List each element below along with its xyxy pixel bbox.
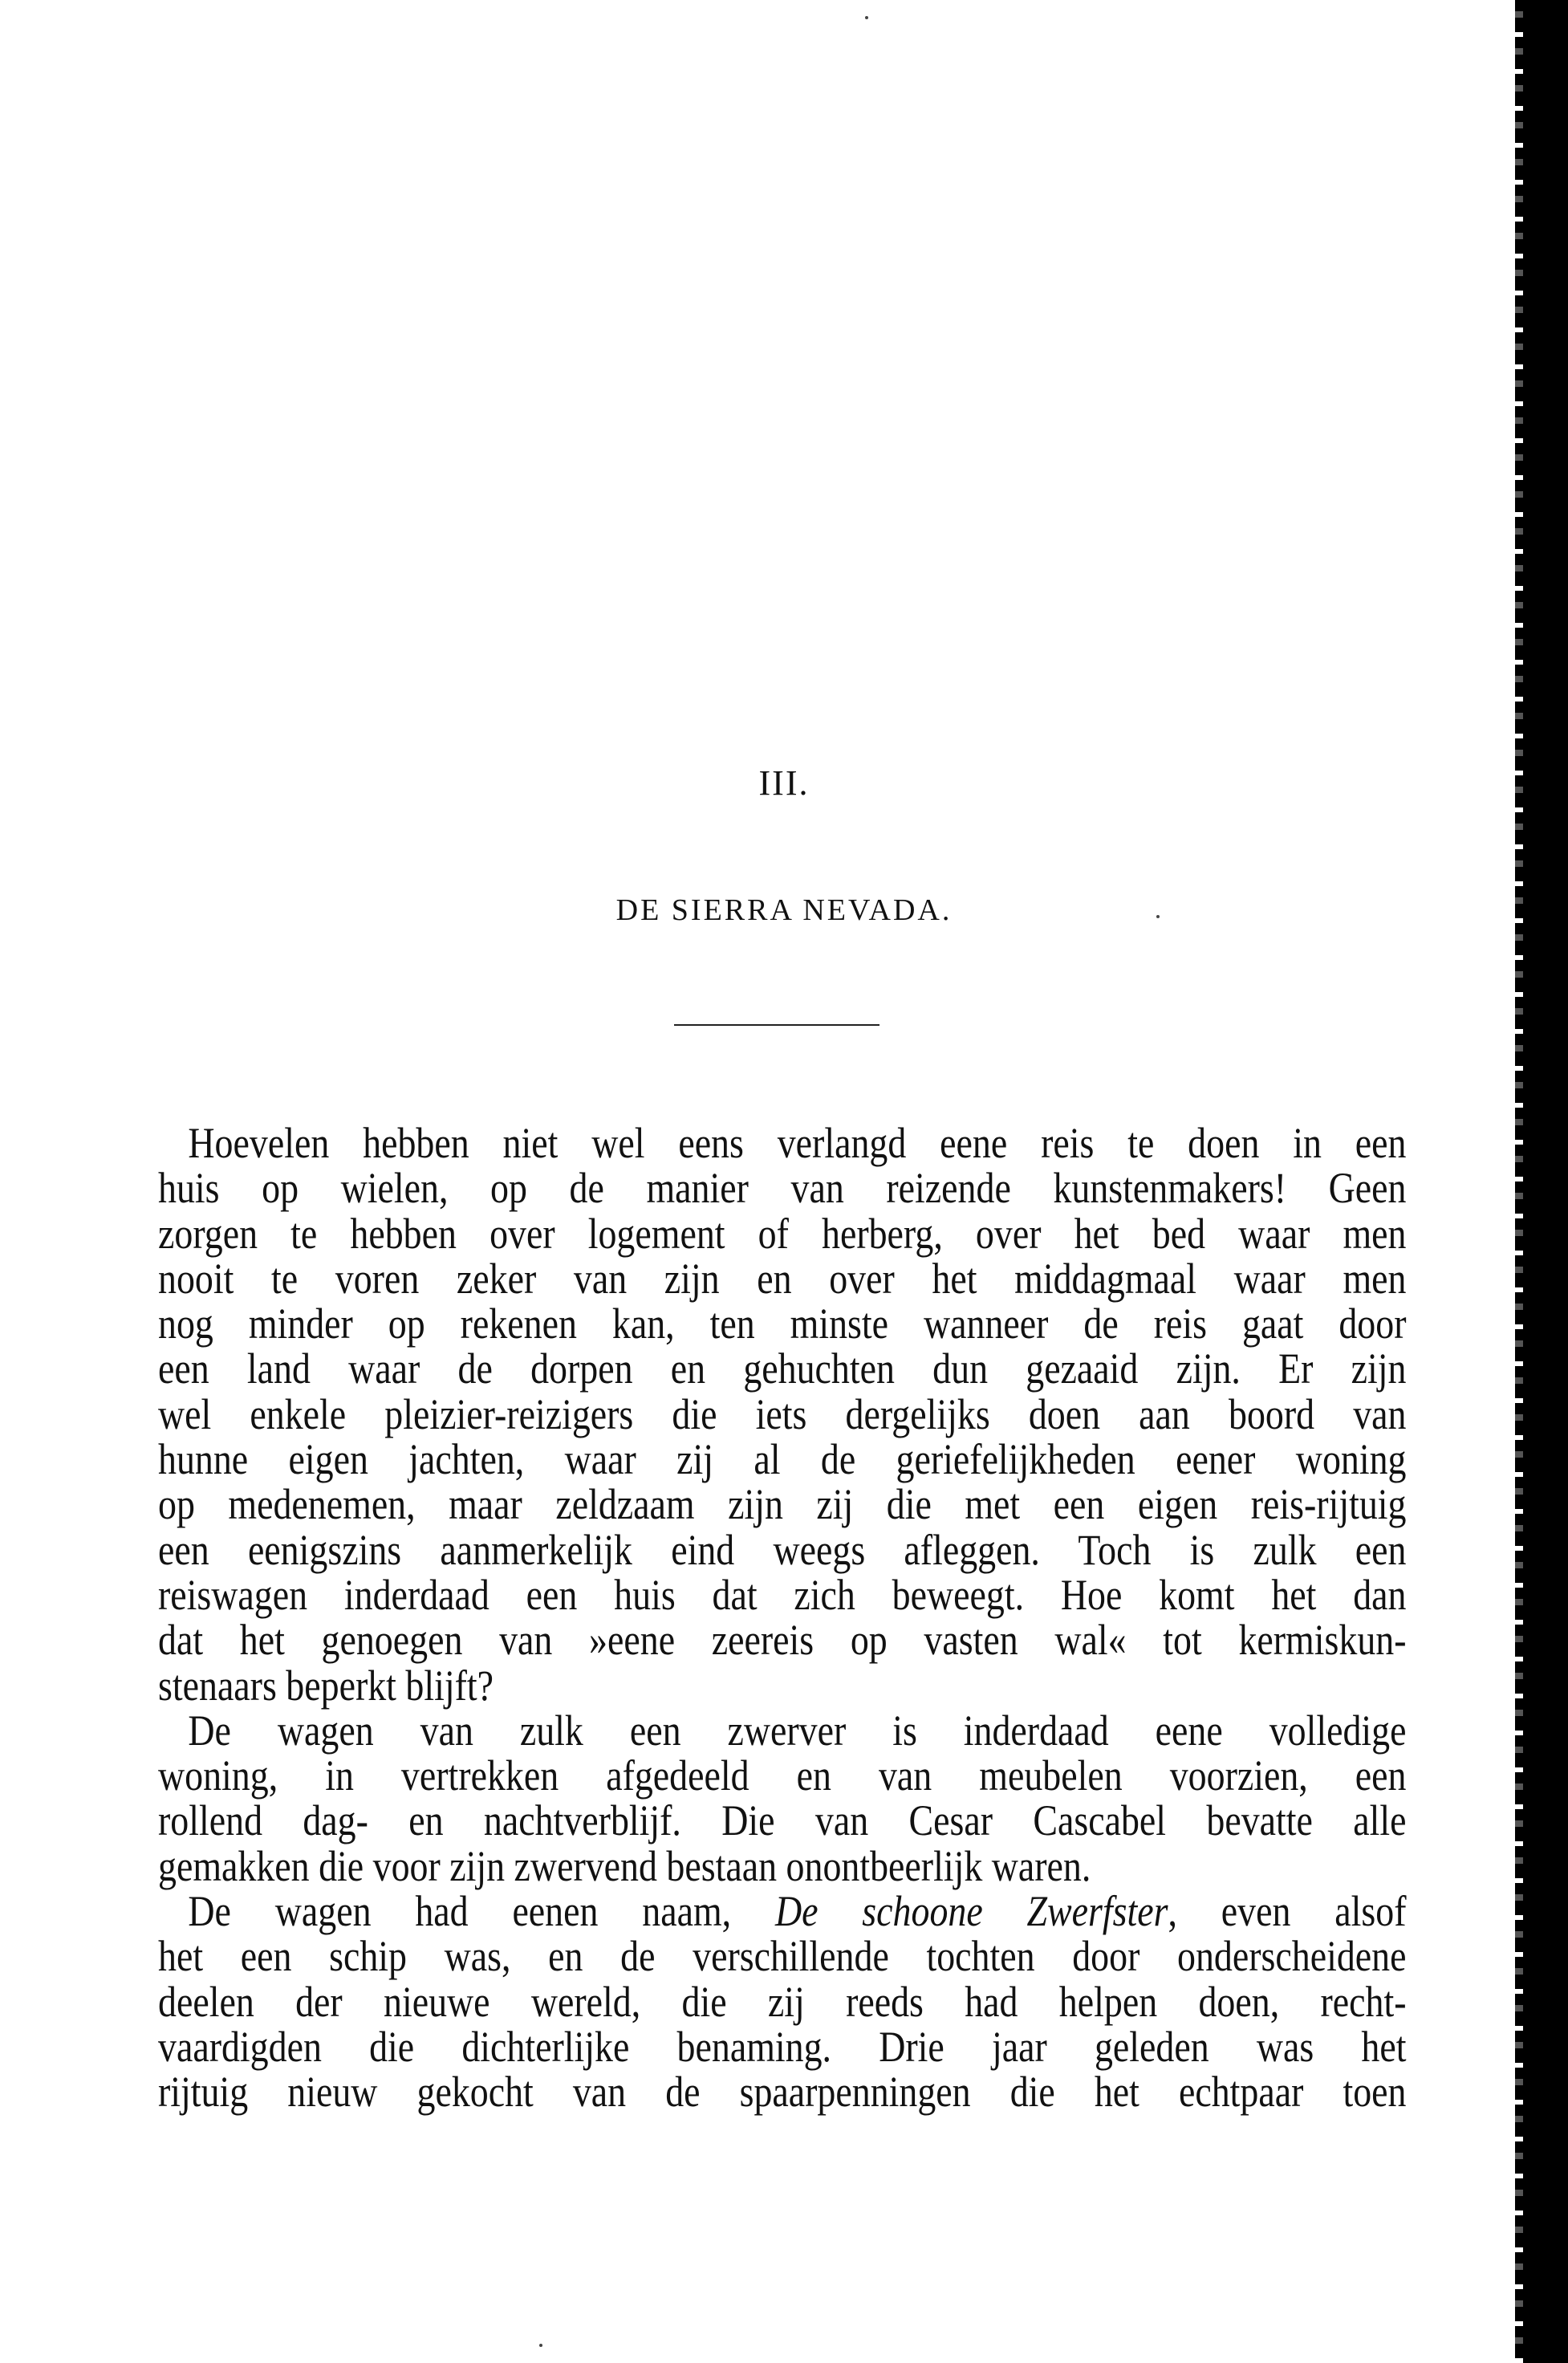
text-line: deelen der nieuwe wereld, die zij reeds had helpen doen, recht- — [158, 1977, 1407, 2026]
text-segment: De wagen had eenen naam, — [188, 1887, 775, 1936]
scan-page-edge — [1521, 0, 1568, 2363]
text-line-with-italic — [158, 1889, 1407, 1934]
text-line: nooit te voren zeker van zijn en over het middagmaal waar men — [158, 1254, 1407, 1303]
text-line: stenaars beperkt blijft? — [158, 1661, 494, 1710]
text-line: vaardigden die dichterlijke benaming. Drie jaar geleden was het — [158, 2022, 1407, 2071]
scan-speck — [865, 16, 868, 19]
text-segment: , even alsof — [1168, 1887, 1407, 1936]
text-line: wel enkele pleizier-reizigers die iets dergelijks doen aan boord van — [158, 1389, 1407, 1438]
scan-speck — [539, 2344, 542, 2347]
text-line: dat het genoegen van »eene zeereis op vasten wal« tot kermiskun- — [158, 1616, 1407, 1665]
text-line: zorgen te hebben over logement of herberg, over het bed waar men — [158, 1209, 1407, 1258]
text-line: nog minder op rekenen kan, ten minste wanneer de reis gaat door — [158, 1299, 1407, 1348]
text-line: gemakken die voor zijn zwervend bestaan onontbeerlijk waren. — [158, 1841, 1091, 1890]
text-line: rijtuig nieuw gekocht van de spaarpenningen die het echtpaar toen — [158, 2068, 1407, 2117]
scan-speck — [1156, 915, 1160, 918]
text-line: een land waar de dorpen en gehuchten dun gezaaid zijn. Er zijn — [158, 1344, 1407, 1393]
text-line: rollend dag- en nachtverblijf. Die van Cesar Cascabel bevatte alle — [158, 1796, 1407, 1845]
chapter-number: III. — [758, 763, 810, 803]
wagon-name-italic: De schoone Zwerfster — [774, 1887, 1168, 1936]
title-divider — [674, 1024, 879, 1026]
chapter-title: DE SIERRA NEVADA. — [615, 893, 953, 927]
body-text — [158, 1120, 1407, 2115]
text-line: het een schip was, en de verschillende tochten door onderscheidene — [158, 1932, 1407, 1981]
text-line: woning, in vertrekken afgedeeld en van meubelen voorzien, een — [158, 1751, 1407, 1800]
text-line: een eenigszins aanmerkelijk eind weegs afleggen. Toch is zulk een — [158, 1525, 1407, 1574]
text-line: De wagen van zulk een zwerver is inderdaad eene volledige — [188, 1706, 1407, 1755]
text-line: reiswagen inderdaad een huis dat zich beweegt. Hoe komt het dan — [158, 1570, 1407, 1619]
text-line: hunne eigen jachten, waar zij al de geriefelijkheden eener woning — [158, 1435, 1407, 1484]
text-line: op medenemen, maar zeldzaam zijn zij die met een eigen reis-rijtuig — [158, 1480, 1407, 1529]
text-line: Hoevelen hebben niet wel eens verlangd eene reis te doen in een — [188, 1119, 1407, 1167]
text-line: huis op wielen, op de manier van reizende kunstenmakers! Geen — [158, 1164, 1407, 1213]
